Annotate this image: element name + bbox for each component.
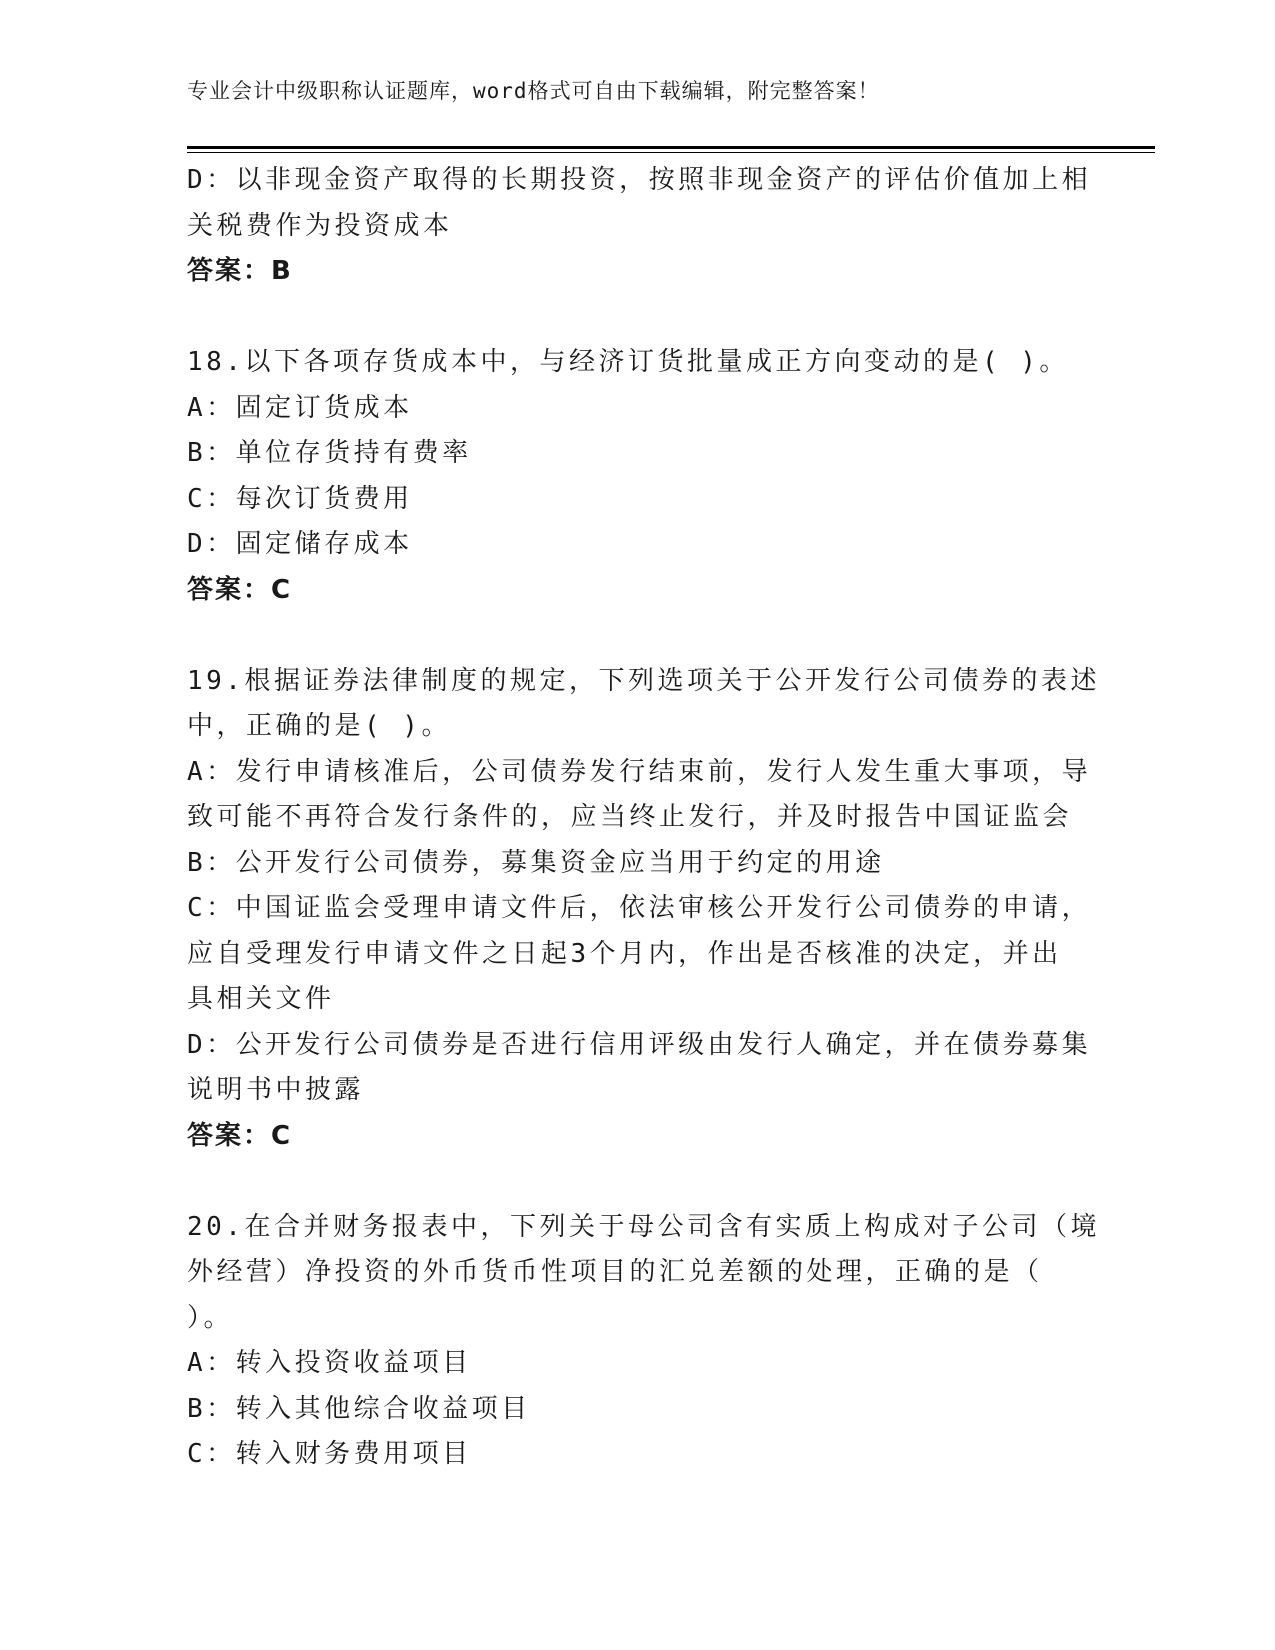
header-rule-thin <box>187 152 1155 153</box>
question-stem: 19.根据证券法律制度的规定，下列选项关于公开发行公司债券的表述 <box>187 665 1100 696</box>
document-body <box>187 158 1100 1478</box>
question-stem: ）。 <box>187 1302 234 1333</box>
option-d: D：固定储存成本 <box>187 529 413 559</box>
option-b: B：转入其他综合收益项目 <box>187 1393 531 1424</box>
answer-line: 答案：C <box>187 1120 293 1151</box>
question-stem: 18.以下各项存货成本中，与经济订货批量成正方向变动的是( )。 <box>187 347 1069 377</box>
option-c: C：转入财务费用项目 <box>187 1439 472 1469</box>
question-stem: 20.在合并财务报表中，下列关于母公司含有实质上构成对子公司（境 <box>187 1211 1100 1242</box>
option-c: 具相关文件 <box>187 984 335 1014</box>
answer-line: 答案：C <box>187 574 293 605</box>
option-b: B：单位存货持有费率 <box>187 438 472 468</box>
answer-line: 答案：B <box>187 256 293 286</box>
option-a: A：转入投资收益项目 <box>187 1348 472 1378</box>
question-19 <box>187 659 1100 1160</box>
spacer <box>187 613 1087 659</box>
option-c: C：每次订货费用 <box>187 483 413 514</box>
option-d-line: 关税费作为投资成本 <box>187 210 453 241</box>
spacer <box>187 295 1087 341</box>
option-d-line: D：以非现金资产取得的长期投资，按照非现金资产的评估价值加上相 <box>187 165 1092 195</box>
question-18 <box>187 340 1087 613</box>
option-d: 说明书中披露 <box>187 1075 365 1105</box>
question-20 <box>187 1205 1100 1478</box>
option-a: A：固定订货成本 <box>187 392 413 423</box>
header-rule-thick <box>187 146 1155 149</box>
question-stem: 外经营）净投资的外币货币性项目的汇兑差额的处理，正确的是（ <box>187 1257 1043 1287</box>
option-a: A：发行申请核准后，公司债券发行结束前，发行人发生重大事项，导 <box>187 756 1092 787</box>
option-c: C：中国证监会受理申请文件后，依法审核公开发行公司债券的申请， <box>187 893 1092 923</box>
spacer <box>187 1159 1087 1205</box>
option-d: D：公开发行公司债券是否进行信用评级由发行人确定，并在债券募集 <box>187 1029 1092 1060</box>
option-c: 应自受理发行申请文件之日起3个月内，作出是否核准的决定，并出 <box>187 938 1062 969</box>
page-header: 专业会计中级职称认证题库，word格式可自由下载编辑，附完整答案！ <box>187 79 880 103</box>
option-a: 致可能不再符合发行条件的，应当终止发行，并及时报告中国证监会 <box>187 802 1073 832</box>
option-b: B：公开发行公司债券，募集资金应当用于约定的用途 <box>187 847 885 878</box>
question-stem: 中，正确的是( )。 <box>187 711 451 741</box>
question-17-tail <box>187 158 1092 295</box>
